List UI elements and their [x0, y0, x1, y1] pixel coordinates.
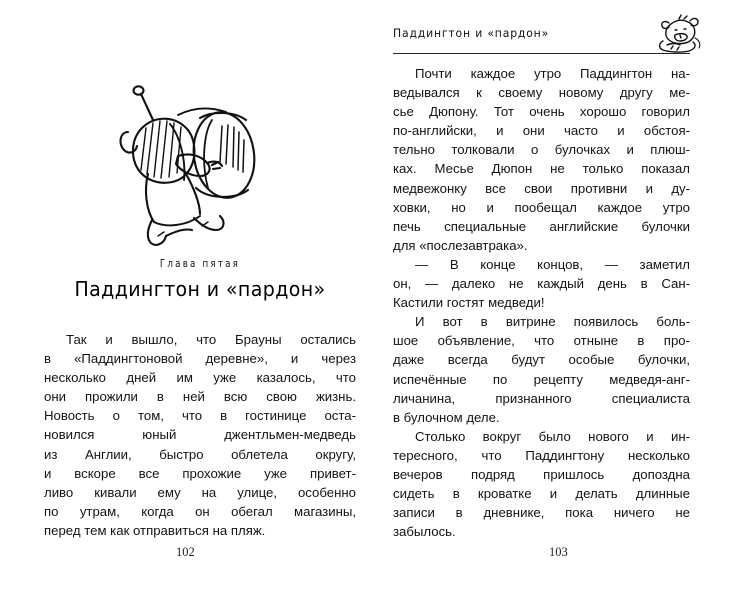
- chapter-kicker: Глава пятая: [159, 258, 241, 270]
- text-line: они прожили в ней всю свою жизнь.: [44, 389, 356, 405]
- text-line: по утрам, когда он обегал магазины,: [44, 503, 356, 519]
- text-line: из Англии, быстро облетела округу,: [44, 446, 356, 462]
- text-line: вечеров подряд пришлось допоздна: [393, 466, 690, 482]
- running-head-rule: [393, 53, 690, 54]
- text-line: ливо кивали ему на улице, особенно: [44, 484, 356, 500]
- chapter-title: Паддингтон и «пардон»: [74, 277, 326, 301]
- text-line: новился юный джентльмен-медведь: [44, 427, 356, 443]
- text-line: в «Паддингтоновой деревне», и через: [44, 351, 356, 367]
- text-line: медвежонку все свои противни и ду-: [393, 180, 690, 196]
- text-line: перед тем как отправиться на пляж.: [44, 522, 266, 538]
- paragraph: [393, 427, 690, 542]
- text-line: ках. Месье Дюпон не только показал: [393, 161, 690, 177]
- text-line: Кастили гостят медведи!: [393, 295, 545, 311]
- paragraph: [44, 330, 356, 540]
- page-number-right: 103: [549, 545, 568, 559]
- text-line: печь специальные английские булочки: [393, 218, 690, 234]
- text-line: И вот в витрине появилось боль-: [415, 314, 690, 330]
- bear-head-ornament-icon: [655, 14, 707, 56]
- left-page-body: [44, 330, 356, 540]
- text-line: для «послезавтрака».: [393, 237, 528, 253]
- text-line: тересного, что Паддингтону несколько: [393, 447, 690, 463]
- text-line: в булочном деле.: [393, 409, 500, 425]
- text-line: — В конце концов, — заметил: [415, 256, 690, 272]
- text-line: испечённые по рецепту медведя-анг-: [393, 371, 690, 387]
- page-number-left: 102: [176, 545, 195, 559]
- text-line: сидеть в кроватке и делать длинные: [393, 486, 690, 502]
- text-line: даже всегда будут особые булочки,: [393, 352, 690, 368]
- text-line: шое объявление, что отныне в про-: [393, 333, 690, 349]
- text-line: несколько дней им уже казалось, что: [44, 370, 356, 386]
- text-line: Новость о том, что в гостинице оста-: [44, 408, 356, 424]
- text-line: тельно толковали о булочках и плюш-: [393, 142, 690, 158]
- paragraph: [393, 312, 690, 427]
- text-line: и вскоре все прохожие уже привет-: [44, 465, 356, 481]
- running-head: [393, 26, 690, 40]
- text-line: личанина, признанного специалиста: [393, 390, 690, 406]
- paragraph: [393, 255, 690, 312]
- text-line: ведывался к своему новому другу ме-: [393, 85, 690, 101]
- running-head-title: Паддингтон и «пардон»: [393, 26, 550, 40]
- paragraph: [393, 64, 690, 255]
- text-line: он, — далеко не каждый день в Сан-: [393, 276, 690, 292]
- text-line: Столько вокруг было нового и ин-: [415, 428, 690, 444]
- text-line: Так и вышло, что Брауны остались: [66, 332, 356, 347]
- text-line: ховки, но и пообещал каждое утро: [393, 199, 690, 215]
- text-line: забылось.: [393, 524, 456, 540]
- text-line: по-английски, и они часто и обстоя-: [393, 123, 690, 139]
- right-page-body: [393, 64, 690, 541]
- bear-carrying-drum-illustration: [108, 70, 288, 250]
- text-line: записи в дневнике, пока ничего не: [393, 505, 690, 521]
- chapter-heading: [44, 258, 356, 301]
- text-line: сье Дюпону. Тот очень хорошо говорил: [393, 104, 690, 120]
- text-line: Почти каждое утро Паддингтон на-: [415, 66, 690, 81]
